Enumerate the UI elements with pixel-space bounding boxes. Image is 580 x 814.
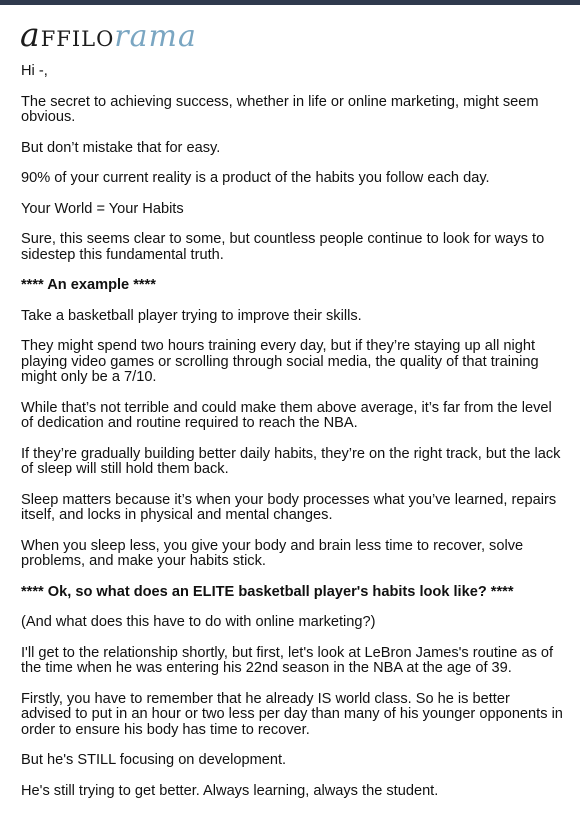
body-paragraph: If they’re gradually building better daily habits, they’re on the right track, but the lack of sleep will still hold them back. (21, 445, 561, 477)
body-paragraph: But he's STILL focusing on development. (21, 752, 287, 768)
affilorama-logo[interactable] (20, 15, 197, 54)
body-paragraph: Firstly, you have to remember that he already IS world class. So he is better advised to put in an hour or two less per day than many of his younger opponents in order to ensure his body has time to recover. (21, 690, 563, 738)
body-paragraph: Sure, this seems clear to some, but countless people continue to look for ways to sidestep this fundamental truth. (21, 231, 545, 263)
body-paragraph: Sleep matters because it’s when your body processes what you’ve learned, repairs itself, and locks in physical and mental changes. (21, 491, 557, 523)
top-bar (0, 0, 580, 5)
email-body (21, 64, 563, 814)
logo-text-light: rama (114, 19, 197, 54)
body-paragraph: 90% of your current reality is a product of the habits you follow each day. (21, 170, 490, 186)
body-paragraph: While that’s not terrible and could make them above average, it’s far from the level of dedication and routine required to reach the NBA. (21, 399, 552, 431)
body-paragraph: The secret to achieving success, whether in life or online marketing, might seem obvious. (21, 93, 539, 125)
section-heading: **** Ok, so what does an ELITE basketball player's habits look like? **** (21, 583, 514, 600)
body-paragraph: He's still trying to get better. Always learning, always the student. (21, 782, 439, 799)
body-paragraph: Hi -, (21, 63, 48, 79)
body-paragraph: (And what does this have to do with online marketing?) (21, 614, 376, 630)
body-paragraph: Your World = Your Habits (21, 200, 184, 217)
body-paragraph: When you sleep less, you give your body and brain less time to recover, solve problems, and make your habits stick. (21, 537, 524, 569)
body-paragraph: I'll get to the relationship shortly, but first, let's look at LeBron James's routine as of the time when he was entering his 22nd season in the NBA at the age of 39. (21, 644, 554, 676)
logo-letter-a: a (20, 15, 41, 54)
section-heading: **** An example **** (21, 277, 156, 293)
body-paragraph: They might spend two hours training every day, but if they’re staying up all night playing video games or scrolling through social media, the quality of that training might only be a 7/10. (21, 338, 539, 385)
body-paragraph: Take a basketball player trying to improve their skills. (21, 307, 362, 324)
body-paragraph: But don’t mistake that for easy. (21, 139, 221, 156)
logo-text-dark: ffilo (40, 19, 115, 54)
